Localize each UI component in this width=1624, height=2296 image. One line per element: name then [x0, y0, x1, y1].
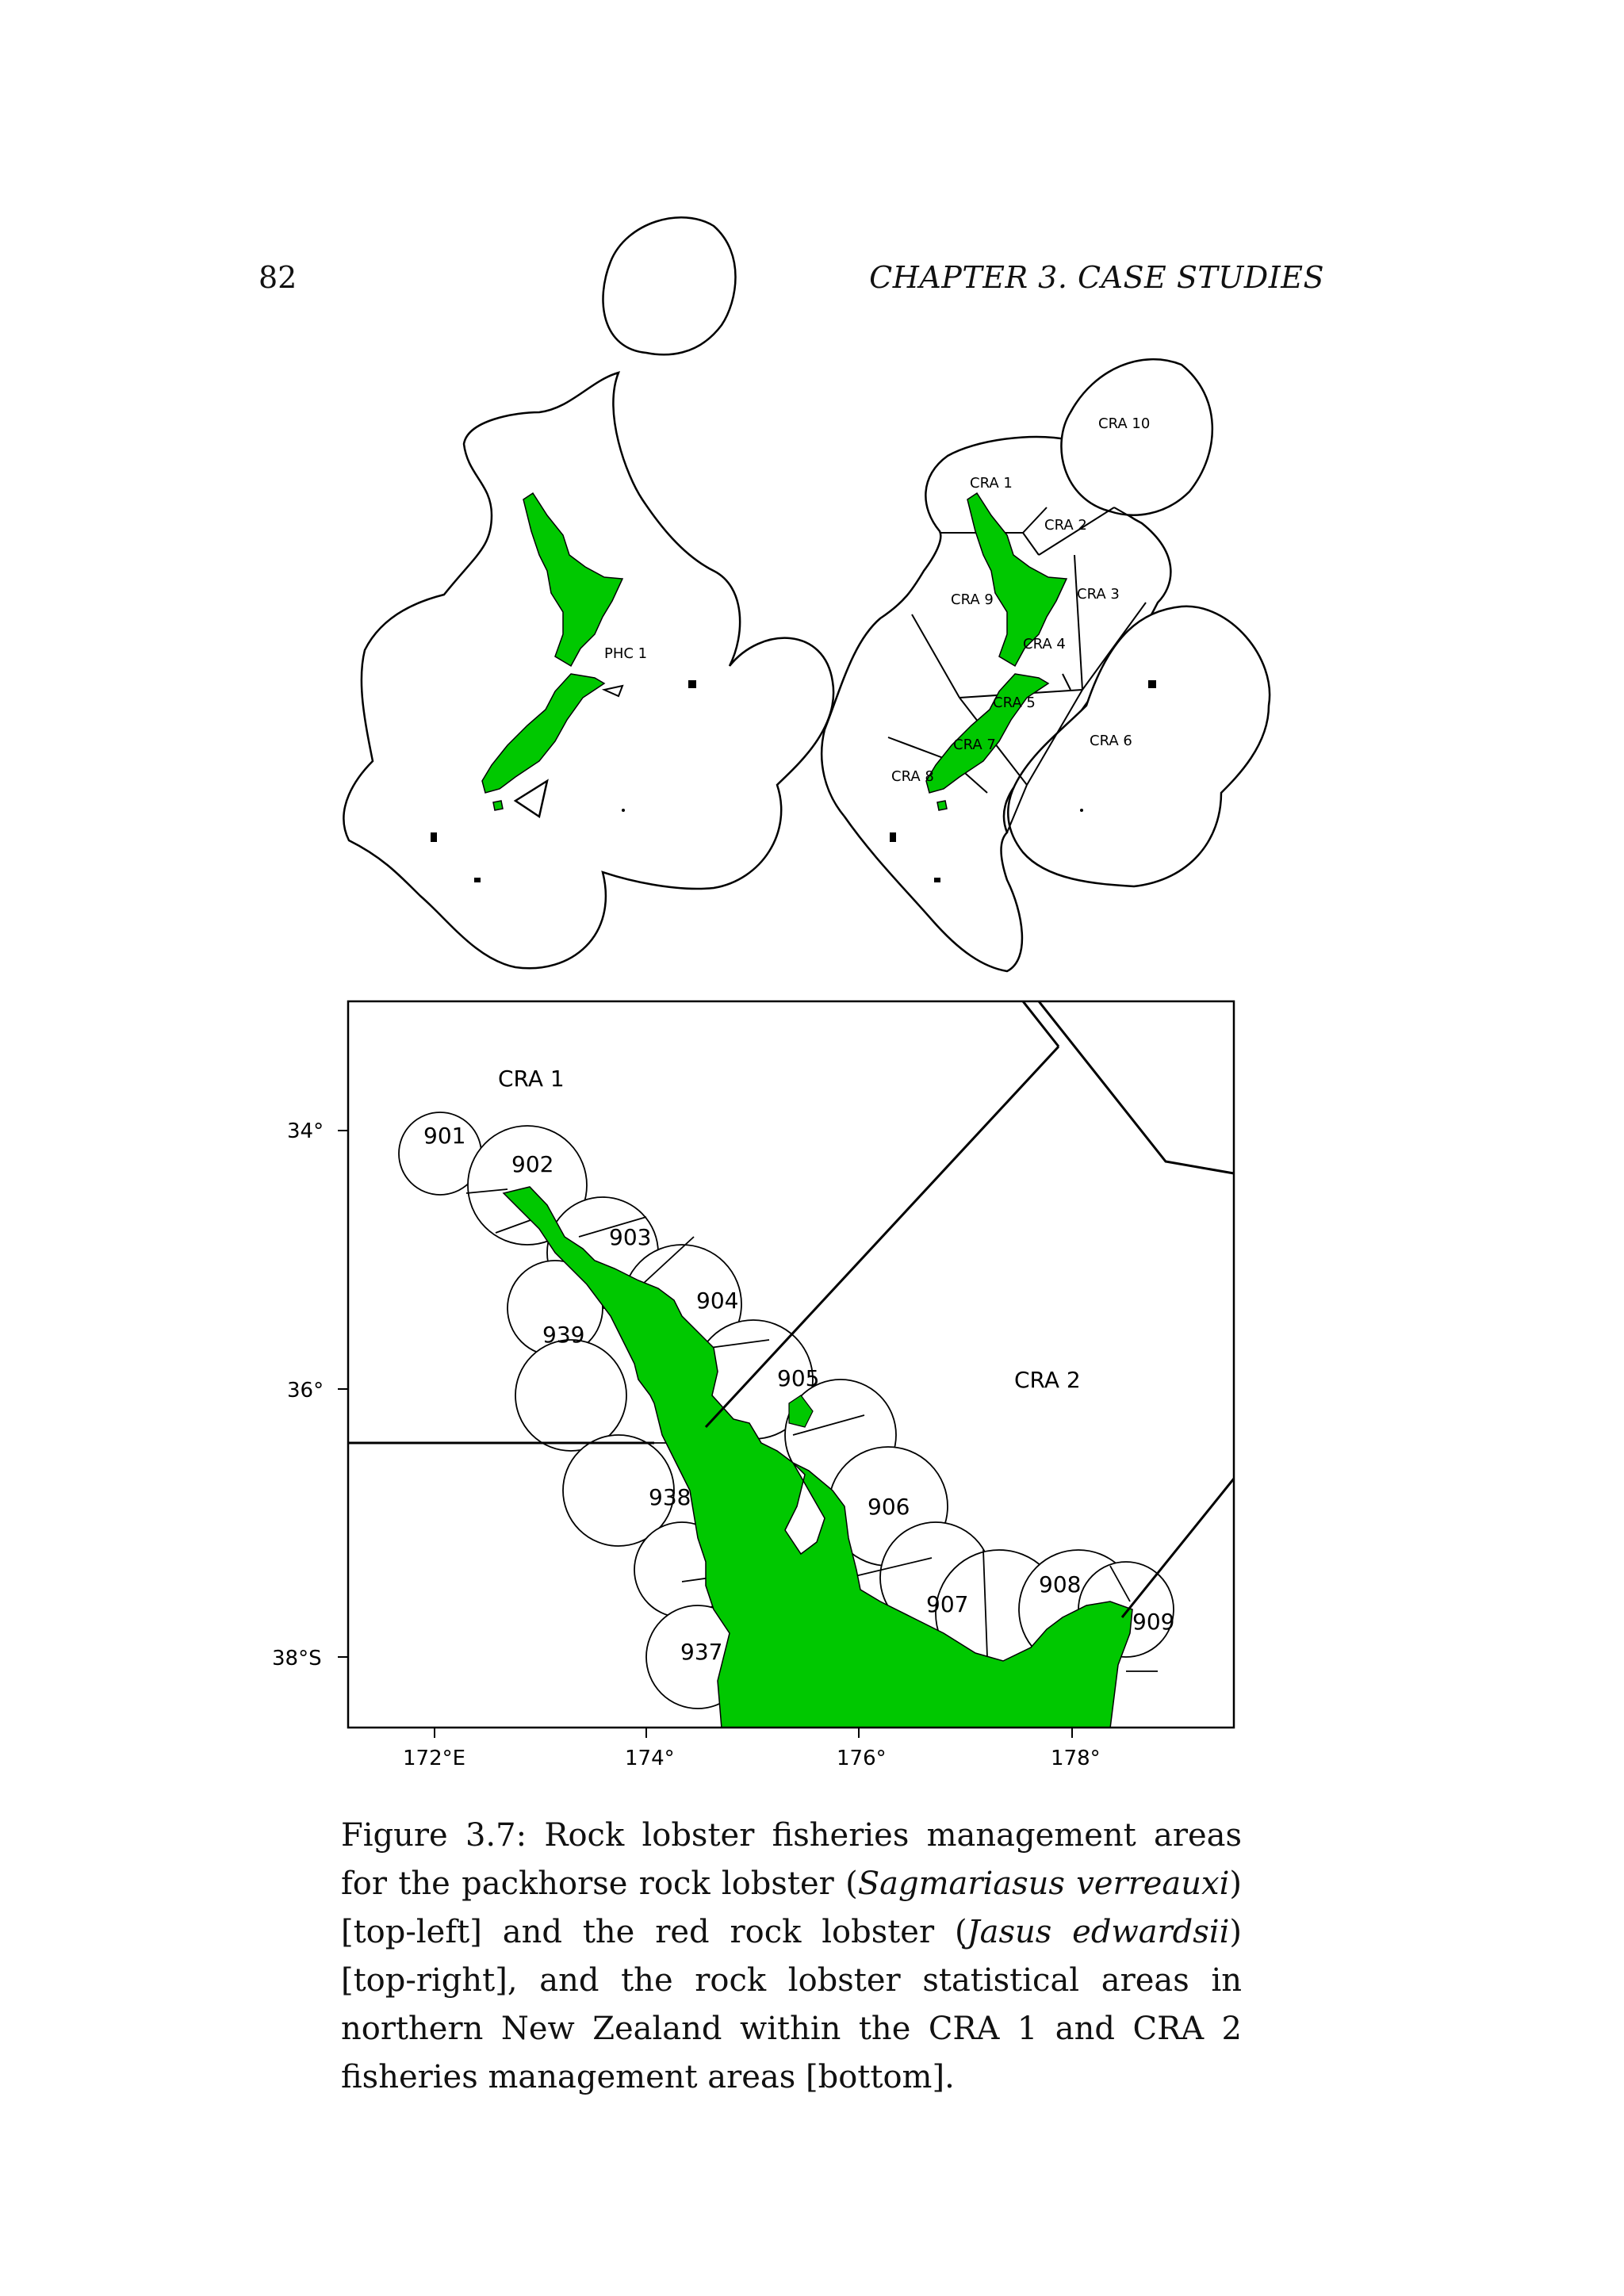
label-cra10: CRA 10 — [1098, 415, 1151, 432]
label-907: 907 — [926, 1591, 969, 1617]
label-901: 901 — [423, 1123, 466, 1149]
x-tick-172: 172°E — [403, 1747, 466, 1770]
caption-prefix: Figure 3.7: Rock lobster fisheries management areas for the packhorse rock lobster ( — [341, 1817, 1242, 1902]
label-904: 904 — [696, 1288, 739, 1314]
label-cra6: CRA 6 — [1090, 733, 1132, 749]
label-phc1: PHC 1 — [604, 645, 648, 662]
label-939: 939 — [542, 1322, 585, 1348]
label-cra9: CRA 9 — [951, 591, 994, 608]
label-938: 938 — [649, 1484, 691, 1510]
label-cra5: CRA 5 — [993, 695, 1036, 711]
label-cra7: CRA 7 — [953, 737, 996, 753]
map-top-right — [822, 359, 1270, 971]
label-cra3: CRA 3 — [1077, 586, 1120, 603]
label-cra8: CRA 8 — [891, 768, 934, 785]
map-bottom — [272, 1001, 1234, 1770]
x-tick-176: 176° — [837, 1747, 887, 1770]
page-number: 82 — [259, 260, 297, 295]
label-cra4: CRA 4 — [1023, 636, 1066, 652]
label-bottom-cra1: CRA 1 — [498, 1066, 565, 1092]
kermadec-boundary — [603, 217, 735, 354]
label-909: 909 — [1132, 1609, 1175, 1635]
y-tick-38: 38°S — [272, 1647, 322, 1670]
phc1-boundary — [343, 373, 833, 968]
label-906: 906 — [868, 1494, 910, 1520]
caption-species-2: Jasus edwardsii — [967, 1914, 1230, 1950]
caption-suffix: ) [top-right], and the rock lobster statistical areas in northern New Zealand within the CRA 1 and CRA 2 fisheries management areas [bottom]. — [341, 1914, 1242, 2095]
y-tick-36: 36° — [287, 1379, 324, 1402]
caption-species-1: Sagmariasus verreauxi — [857, 1866, 1230, 1902]
figure-caption — [341, 1812, 1242, 2102]
label-902: 902 — [511, 1151, 554, 1177]
x-tick-174: 174° — [625, 1747, 675, 1770]
y-tick-34: 34° — [287, 1119, 324, 1143]
caption-middle: ) [top-left] and the red rock lobster ( — [341, 1866, 1243, 1950]
label-903: 903 — [609, 1224, 652, 1250]
label-cra1: CRA 1 — [970, 475, 1013, 492]
label-bottom-cra2: CRA 2 — [1014, 1367, 1081, 1393]
label-cra2: CRA 2 — [1044, 517, 1087, 534]
cra10-boundary — [1061, 359, 1212, 515]
label-937: 937 — [680, 1639, 723, 1665]
label-908: 908 — [1039, 1571, 1082, 1598]
x-tick-178: 178° — [1051, 1747, 1101, 1770]
label-905: 905 — [777, 1365, 820, 1391]
chapter-title: CHAPTER 3. CASE STUDIES — [869, 260, 1324, 295]
map-top-left — [343, 217, 833, 968]
